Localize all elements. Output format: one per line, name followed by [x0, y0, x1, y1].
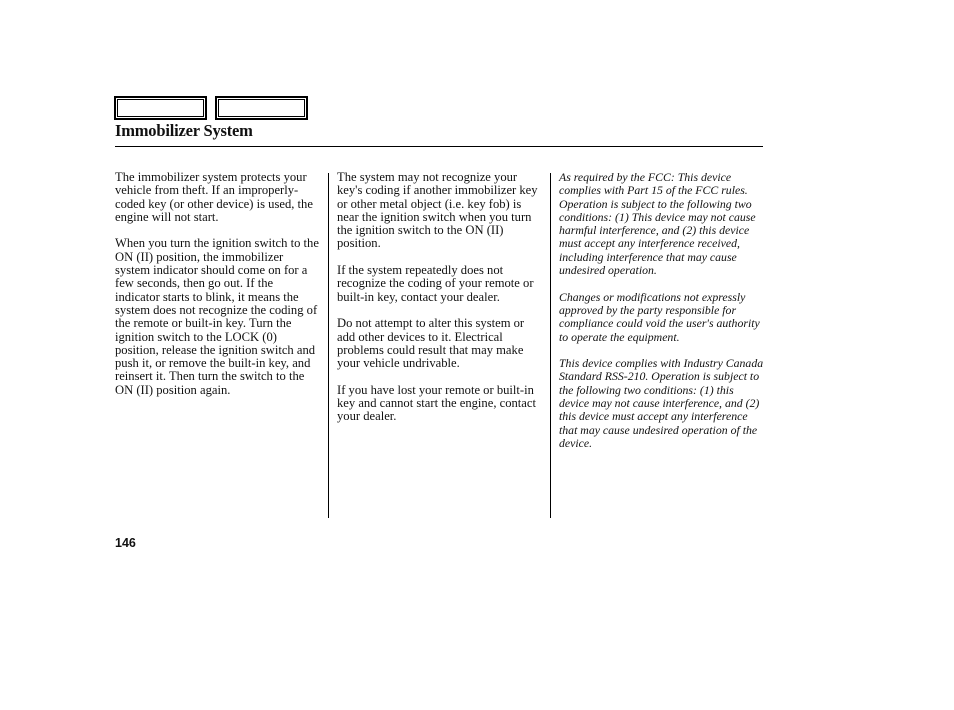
paragraph: If you have lost your remote or built-in key and cannot start the engine, contact your dealer. [337, 382, 536, 424]
fcc-notice-column [559, 171, 765, 464]
text-column-1 [115, 171, 320, 410]
title-rule [115, 146, 763, 147]
paragraph: The system may not recognize your key's coding if another immobilizer key or other metal object (i.e. key fob) is near the ignition switch when you turn the ignition switch to the ON (II) position. [337, 170, 538, 251]
header-tab-box-2 [215, 96, 308, 120]
fcc-paragraph: This device complies with Industry Canada Standard RSS-210. Operation is subject to the following two conditions: (1) this device may not cause interference, and (2) this device must accept any interference that may cause undesired operation of the device. [559, 356, 764, 450]
paragraph: The immobilizer system protects your vehicle from theft. If an improperly-coded key (or other device) is used, the engine will not start. [115, 170, 313, 224]
paragraph: If the system repeatedly does not recognize the coding of your remote or built-in key, contact your dealer. [337, 263, 534, 304]
header-tab-box-1 [114, 96, 207, 120]
column-divider [550, 173, 551, 518]
text-column-2 [337, 171, 545, 437]
fcc-paragraph: Changes or modifications not expressly approved by the party responsible for compliance could void the user's authority to operate the equipment. [559, 289, 760, 344]
fcc-paragraph: As required by the FCC: This device complies with Part 15 of the FCC rules. Operation is subject to the following two conditions: (1) This device may not cause harmful interference, and (2) this device must accept any interference received, including interference that may cause undesired operation. [559, 170, 756, 278]
column-divider [328, 173, 329, 518]
page-number: 146 [115, 536, 136, 550]
paragraph: Do not attempt to alter this system or add other devices to it. Electrical problems could result that may make your vehicle undrivable. [337, 316, 525, 371]
paragraph: When you turn the ignition switch to the ON (II) position, the immobilizer system indicator should come on for a few seconds, then go out. If the indicator starts to blink, it means the system does not recognize the coding of the remote or built-in key. Turn the ignition switch to the LOCK (0) position, release the ignition switch and push it, or remove the built-in key, and reinsert it. Then turn the switch to the ON (II) position again. [115, 236, 319, 397]
page-title: Immobilizer System [115, 121, 253, 140]
